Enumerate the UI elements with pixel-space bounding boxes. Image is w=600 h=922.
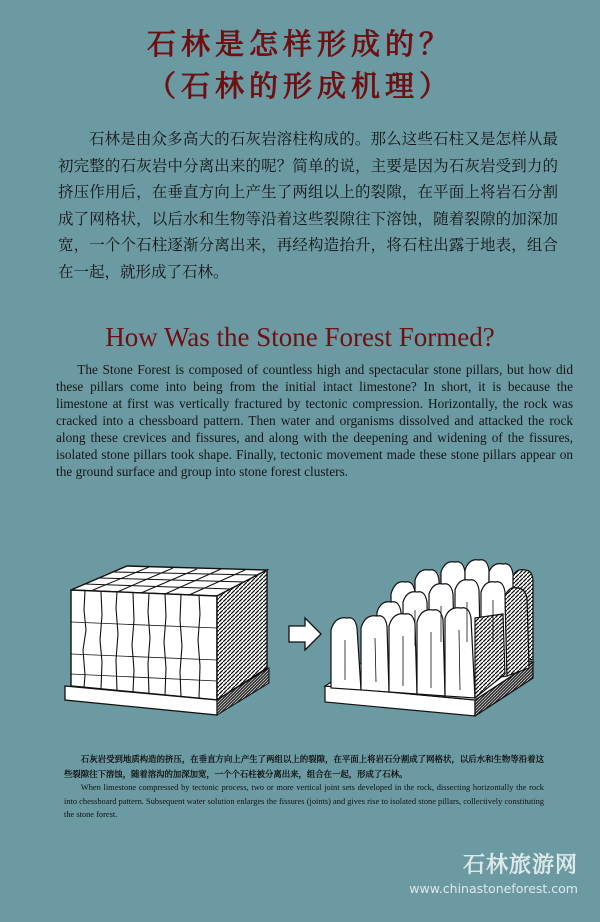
chinese-caption: 石灰岩受到地质构造的挤压，在垂直方向上产生了两组以上的裂隙，在平面上将岩石分割成了网格状，以后水和生物等沿着这些裂隙往下溶蚀，随着溶沟的加深加宽，一个个石柱被分离出来，组合在一起，形成了石林。 bbox=[64, 754, 544, 779]
stone-forest-pillars bbox=[325, 560, 533, 716]
watermark-url: www.chinastoneforest.com bbox=[409, 881, 578, 896]
english-caption: When limestone compressed by tectonic process, two or more vertical joint sets developed in the rock, dissecting horizontally the rock into chessboard pattern. Subsequent water solution enlarges the fissures (joints) and gives rise to isolated stone pillars, collectively constituting the stone forest. bbox=[64, 783, 544, 819]
site-watermark bbox=[409, 848, 578, 896]
english-body-paragraph: The Stone Forest is composed of countless high and spectacular stone pillars, but how did these pillars come into being from the initial intact limestone? In short, it is because the limestone at first was vertically fractured by tectonic compression. Horizontally, the rock was cracked into a chessboard pattern. Then water and organisms dissolved and attacked the rock along these crevices and fissures, and along with the deepening and widening of the fissures, isolated stone pillars took shape. Finally, tectonic movement made these stone pillars appear on the ground surface and group into stone forest clusters. bbox=[56, 362, 573, 479]
right-arrow-icon bbox=[289, 618, 321, 650]
watermark-site-name: 石林旅游网 bbox=[462, 853, 578, 878]
chinese-body-paragraph: 石林是由众多高大的石灰岩溶柱构成的。那么这些石柱又是怎样从最初完整的石灰岩中分离出来的呢？简单的说，主要是因为石灰岩受到力的挤压作用后，在垂直方向上产生了两组以上的裂隙，在平面上将岩石分割成了网格状，以后水和生物等沿着这些裂隙往下溶蚀，随着裂隙的加深加宽，一个个石柱逐渐分离出来，再经构造抬升，将石柱出露于地表，组合在一起，就形成了石林。 bbox=[58, 130, 558, 281]
chinese-title: 石林是怎样形成的？ bbox=[146, 27, 453, 61]
intact-limestone-block bbox=[65, 566, 269, 715]
stone-forest-formation-illustration bbox=[55, 550, 555, 730]
english-title: How Was the Stone Forest Formed? bbox=[105, 322, 495, 352]
chinese-subtitle: （石林的形成机理） bbox=[146, 69, 453, 103]
